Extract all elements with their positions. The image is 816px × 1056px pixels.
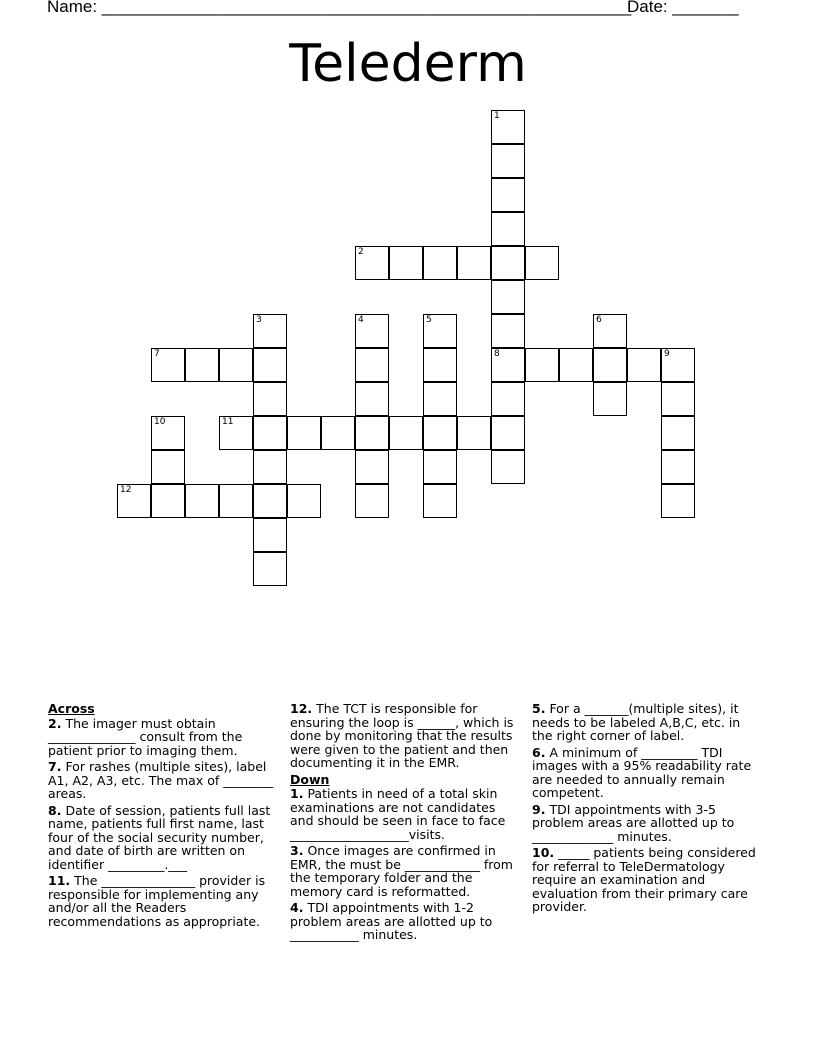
crossword-cell[interactable] bbox=[253, 484, 287, 518]
crossword-cell[interactable] bbox=[423, 382, 457, 416]
date-field-label: Date: _______ bbox=[627, 0, 739, 16]
clue-number-label: 8 bbox=[494, 349, 500, 359]
crossword-cell[interactable] bbox=[423, 314, 457, 348]
crossword-cell[interactable] bbox=[117, 484, 151, 518]
crossword-cell[interactable] bbox=[253, 552, 287, 586]
crossword-cell[interactable] bbox=[491, 110, 525, 144]
clue-down-6 bbox=[532, 746, 764, 800]
clue-number: 5. bbox=[532, 701, 546, 716]
crossword-cell[interactable] bbox=[661, 484, 695, 518]
crossword-cell[interactable] bbox=[491, 144, 525, 178]
clue-number: 10. bbox=[532, 845, 555, 860]
crossword-cell[interactable] bbox=[355, 416, 389, 450]
crossword-cell[interactable] bbox=[219, 416, 253, 450]
crossword-cell[interactable] bbox=[423, 484, 457, 518]
clue-across-12 bbox=[290, 702, 522, 770]
crossword-cell[interactable] bbox=[355, 382, 389, 416]
crossword-cell[interactable] bbox=[661, 450, 695, 484]
clue-text: Date of session, patients full last name, patients full first name, last four of the social security number, and date of birth are written on identifier _________.___ bbox=[48, 802, 271, 872]
crossword-cell[interactable] bbox=[185, 348, 219, 382]
crossword-cell[interactable] bbox=[593, 314, 627, 348]
clue-down-3 bbox=[290, 844, 522, 898]
clue-text: The _______________ provider is responsible for implementing any and/or all the Readers recommendations as appropriate. bbox=[48, 873, 266, 929]
clue-number-label: 3 bbox=[256, 315, 262, 325]
clue-number: 12. bbox=[290, 701, 313, 716]
crossword-cell[interactable] bbox=[593, 348, 627, 382]
page-title: Telederm bbox=[289, 34, 527, 94]
crossword-cell[interactable] bbox=[491, 450, 525, 484]
clue-number: 1. bbox=[290, 786, 304, 801]
crossword-cell[interactable] bbox=[559, 348, 593, 382]
crossword-cell[interactable] bbox=[491, 416, 525, 450]
crossword-cell[interactable] bbox=[661, 416, 695, 450]
clue-number-label: 12 bbox=[120, 485, 132, 495]
clue-down-5 bbox=[532, 702, 764, 743]
name-field-label: Name: ________________________________________________________ bbox=[47, 0, 632, 16]
clue-number-label: 2 bbox=[358, 247, 364, 257]
crossword-cell[interactable] bbox=[219, 348, 253, 382]
crossword-cell[interactable] bbox=[355, 484, 389, 518]
crossword-cell[interactable] bbox=[253, 416, 287, 450]
crossword-cell[interactable] bbox=[491, 178, 525, 212]
clue-number-label: 6 bbox=[596, 315, 602, 325]
clue-number-label: 1 bbox=[494, 111, 500, 121]
crossword-cell[interactable] bbox=[185, 484, 219, 518]
crossword-cell[interactable] bbox=[355, 450, 389, 484]
crossword-cell[interactable] bbox=[491, 348, 525, 382]
clue-number: 6. bbox=[532, 744, 546, 760]
crossword-cell[interactable] bbox=[423, 416, 457, 450]
crossword-cell[interactable] bbox=[423, 246, 457, 280]
crossword-cell[interactable] bbox=[423, 450, 457, 484]
crossword-cell[interactable] bbox=[355, 348, 389, 382]
crossword-cell[interactable] bbox=[219, 484, 253, 518]
crossword-cell[interactable] bbox=[525, 348, 559, 382]
clue-text: The imager must obtain ______________ consult from the patient prior to imaging them. bbox=[48, 715, 243, 758]
crossword-cell[interactable] bbox=[627, 348, 661, 382]
clue-number-label: 11 bbox=[222, 417, 234, 427]
crossword-cell[interactable] bbox=[355, 314, 389, 348]
crossword-cell[interactable] bbox=[593, 382, 627, 416]
crossword-cell[interactable] bbox=[253, 518, 287, 552]
clues-column-3 bbox=[532, 702, 764, 917]
clue-number: 2. bbox=[48, 715, 62, 731]
clue-text: The TCT is responsible for ensuring the loop is ______, which is done by monitoring that the results were given to the patient and then documenting it in the EMR. bbox=[290, 701, 514, 770]
clue-across-7 bbox=[48, 760, 280, 801]
crossword-cell[interactable] bbox=[287, 416, 321, 450]
crossword-cell[interactable] bbox=[253, 382, 287, 416]
crossword-cell[interactable] bbox=[151, 484, 185, 518]
clue-number-label: 7 bbox=[154, 349, 160, 359]
clue-text: Once images are confirmed in EMR, the must be ____________ from the temporary folder and the memory card is reformatted. bbox=[290, 843, 513, 899]
clue-text: Patients in need of a total skin examinations are not candidates and should be seen in face to face ___________________visits. bbox=[290, 786, 506, 842]
clue-text: TDI appointments with 1-2 problem areas are allotted up to ___________ minutes. bbox=[290, 900, 493, 942]
clue-down-1 bbox=[290, 787, 522, 841]
clues-column-2 bbox=[290, 702, 522, 945]
crossword-cell[interactable] bbox=[151, 450, 185, 484]
crossword-cell[interactable] bbox=[321, 416, 355, 450]
clue-number: 8. bbox=[48, 802, 62, 818]
clue-text: _____ patients being considered for referral to TeleDermatology require an examination and evaluation from their primary care provider. bbox=[532, 845, 756, 914]
crossword-cell[interactable] bbox=[389, 246, 423, 280]
crossword-cell[interactable] bbox=[287, 484, 321, 518]
across-heading: Across bbox=[48, 701, 95, 716]
clue-text: TDI appointments with 3-5 problem areas are allotted up to _____________ minutes. bbox=[532, 801, 735, 844]
clue-text: A minimum of _________ TDI images with a 95% readability rate are needed to annually remain competent. bbox=[532, 744, 752, 800]
crossword-cell[interactable] bbox=[355, 246, 389, 280]
clue-across-8 bbox=[48, 804, 280, 872]
crossword-cell[interactable] bbox=[457, 246, 491, 280]
crossword-cell[interactable] bbox=[491, 314, 525, 348]
crossword-cell[interactable] bbox=[253, 450, 287, 484]
clue-across-2 bbox=[48, 717, 280, 758]
clue-number: 11. bbox=[48, 873, 71, 888]
clue-number-label: 5 bbox=[426, 315, 432, 325]
clue-text: For a _______(multiple sites), it needs to be labeled A,B,C, etc. in the right corner of label. bbox=[532, 701, 741, 743]
crossword-cell[interactable] bbox=[491, 212, 525, 246]
crossword-cell[interactable] bbox=[389, 416, 423, 450]
crossword-cell[interactable] bbox=[661, 348, 695, 382]
crossword-cell[interactable] bbox=[491, 382, 525, 416]
down-heading: Down bbox=[290, 771, 330, 787]
crossword-cell[interactable] bbox=[253, 314, 287, 348]
clue-across-11 bbox=[48, 874, 280, 928]
crossword-cell[interactable] bbox=[457, 416, 491, 450]
crossword-cell[interactable] bbox=[491, 280, 525, 314]
crossword-cell[interactable] bbox=[151, 416, 185, 450]
crossword-cell[interactable] bbox=[151, 348, 185, 382]
clue-number: 3. bbox=[290, 843, 304, 858]
clue-down-9 bbox=[532, 803, 764, 844]
clues-column-1 bbox=[48, 702, 280, 931]
clue-down-10 bbox=[532, 846, 764, 914]
crossword-cell[interactable] bbox=[491, 246, 525, 280]
crossword-cell[interactable] bbox=[661, 382, 695, 416]
crossword-cell[interactable] bbox=[253, 348, 287, 382]
clue-text: For rashes (multiple sites), label A1, A2, A3, etc. The max of ________ areas. bbox=[48, 759, 274, 801]
clue-number: 4. bbox=[290, 900, 304, 915]
clue-down-4 bbox=[290, 901, 522, 942]
clue-number-label: 4 bbox=[358, 315, 364, 325]
crossword-cell[interactable] bbox=[423, 348, 457, 382]
clue-number: 7. bbox=[48, 759, 62, 774]
clue-number-label: 9 bbox=[664, 349, 670, 359]
clue-number-label: 10 bbox=[154, 417, 166, 427]
clue-number: 9. bbox=[532, 801, 546, 817]
crossword-cell[interactable] bbox=[525, 246, 559, 280]
